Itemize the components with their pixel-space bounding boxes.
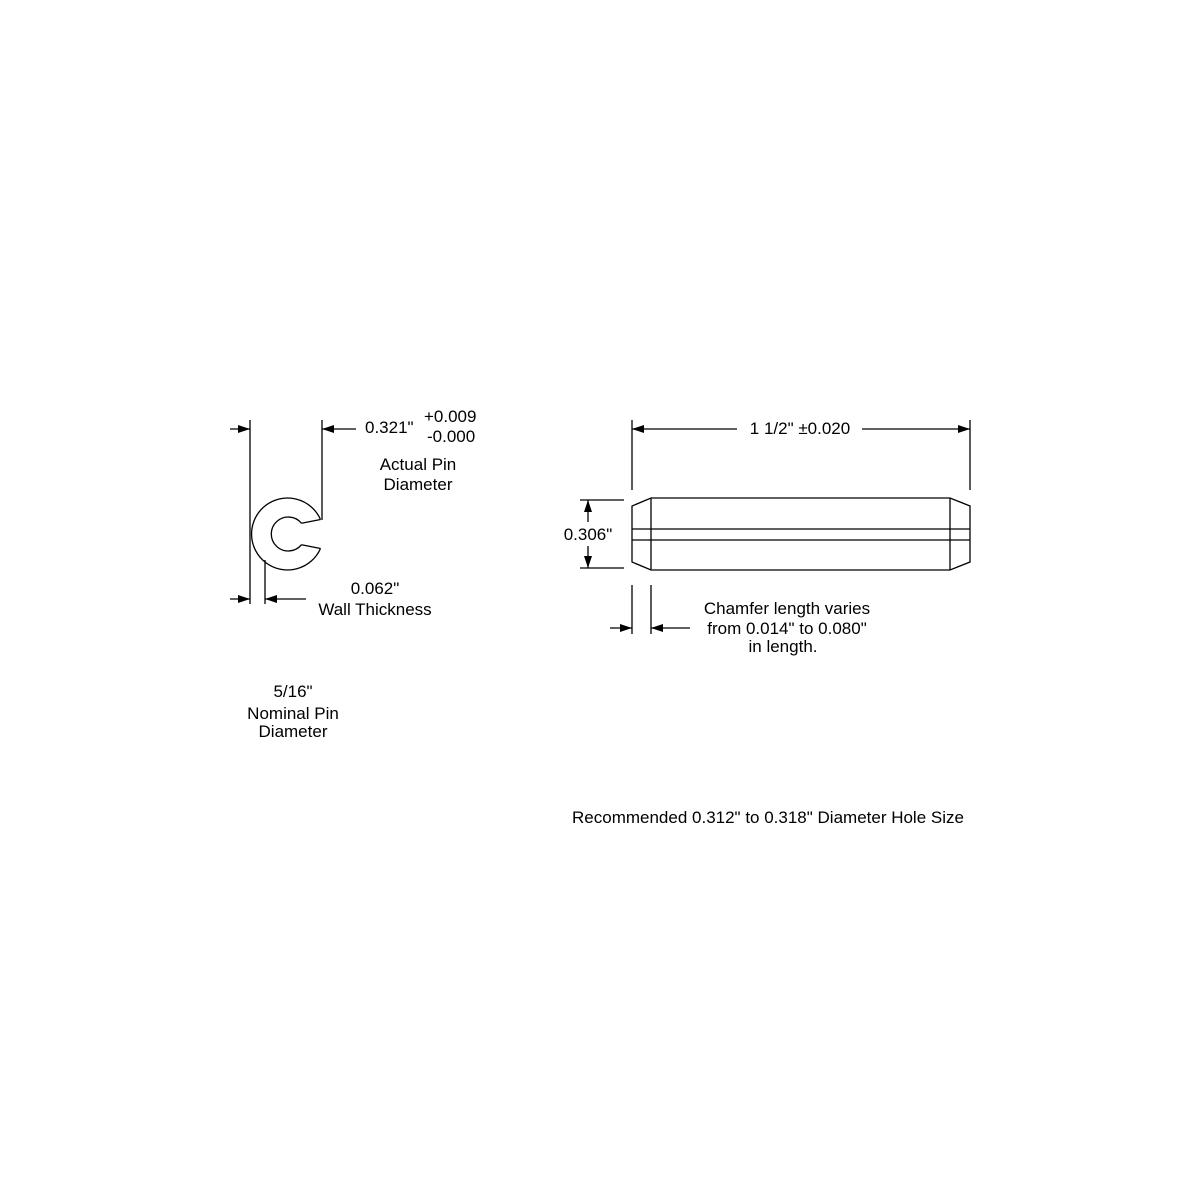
arrow-wall-left bbox=[238, 595, 250, 603]
length-value: 1 1/2" ±0.020 bbox=[749, 419, 851, 438]
arrow-actual-right bbox=[322, 425, 334, 433]
actual-diameter-caption-line1: Actual Pin bbox=[379, 455, 457, 474]
tolerance-minus: -0.000 bbox=[427, 427, 476, 446]
nominal-diameter-value: 5/16" bbox=[273, 682, 313, 701]
arrow-wall-right bbox=[265, 595, 277, 603]
chamfer-note-line2: from 0.014" to 0.080" bbox=[707, 619, 867, 638]
arrow-length-right bbox=[958, 425, 970, 433]
recommended-hole-size-note: Recommended 0.312" to 0.318" Diameter Hole Size bbox=[572, 808, 964, 827]
wall-thickness-value: 0.062" bbox=[350, 579, 400, 598]
nominal-diameter-caption-line1: Nominal Pin bbox=[247, 704, 339, 723]
actual-diameter-caption-line2: Diameter bbox=[383, 475, 453, 494]
arrow-chamfer-right bbox=[651, 624, 663, 632]
arrow-diameter-bottom bbox=[584, 556, 592, 568]
arrow-length-left bbox=[632, 425, 644, 433]
chamfer-note-line3: in length. bbox=[748, 637, 818, 656]
pin-slot-edge-top bbox=[302, 520, 321, 524]
pin-cross-section-inner bbox=[271, 517, 301, 551]
pin-body-outline bbox=[632, 498, 970, 570]
side-view bbox=[564, 419, 970, 656]
arrow-diameter-top bbox=[584, 500, 592, 512]
arrow-actual-left bbox=[238, 425, 250, 433]
pin-cross-section-outer bbox=[252, 498, 321, 570]
nominal-diameter-caption-line2: Diameter bbox=[258, 722, 328, 741]
chamfer-note-line1: Chamfer length varies bbox=[703, 599, 871, 618]
pin-slot-edge-bottom bbox=[302, 545, 321, 549]
actual-diameter-value: 0.321" bbox=[365, 418, 414, 437]
wall-thickness-caption: Wall Thickness bbox=[318, 600, 432, 619]
end-view bbox=[230, 407, 476, 741]
arrow-chamfer-left bbox=[620, 624, 632, 632]
tolerance-plus: +0.009 bbox=[424, 407, 477, 426]
diameter-value: 0.306" bbox=[563, 525, 613, 544]
